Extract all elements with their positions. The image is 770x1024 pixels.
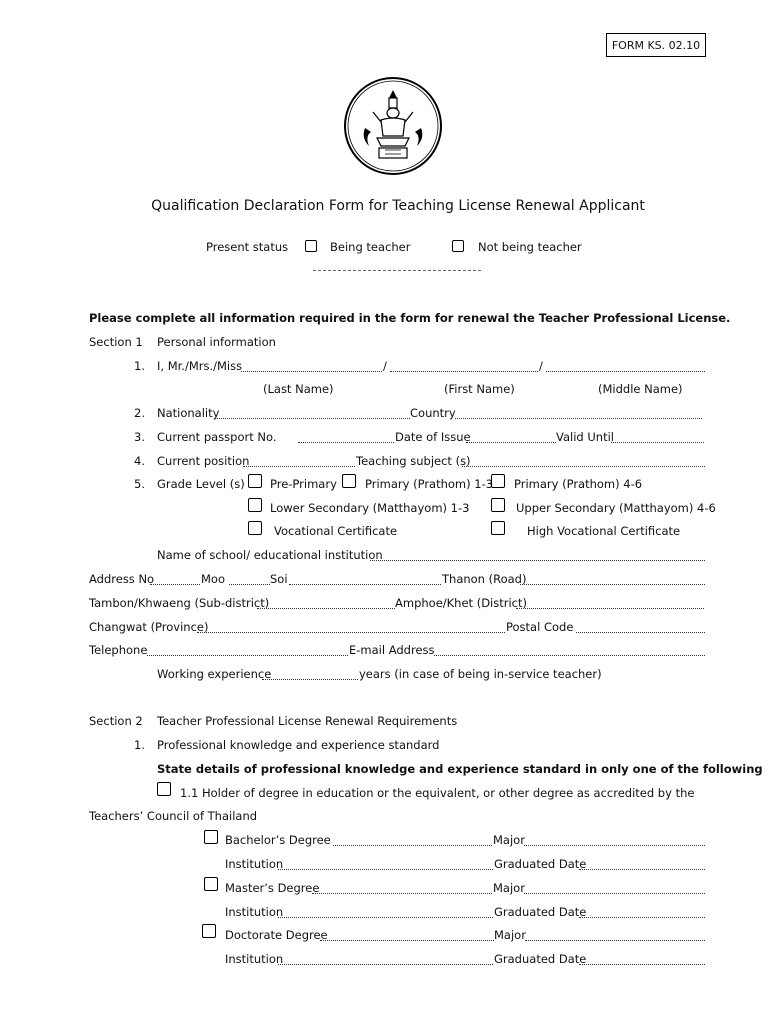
royal-seal-icon (343, 76, 443, 176)
state-details-text: State details of professional knowledge and experience standard in only one of the following (157, 762, 763, 776)
being-teacher-label: Being teacher (330, 240, 411, 254)
status-separator (313, 270, 481, 271)
holder-checkbox[interactable] (157, 782, 171, 796)
item2-number: 2. (134, 406, 145, 420)
upper-secondary-checkbox[interactable] (491, 498, 505, 512)
master-institution-field[interactable] (278, 917, 493, 918)
tambon-label: Tambon/Khwaeng (Sub-district) (89, 596, 270, 610)
middle-name-field[interactable] (546, 371, 705, 372)
primary-4-6-label: Primary (Prathom) 4-6 (514, 477, 643, 491)
postal-code-label: Postal Code (506, 620, 574, 634)
moo-field[interactable] (229, 584, 270, 585)
changwat-label: Changwat (Province) (89, 620, 209, 634)
nationality-field[interactable] (214, 418, 410, 419)
section1-label: Section 1 (89, 335, 143, 349)
section1-title: Personal information (157, 335, 276, 349)
country-field[interactable] (455, 418, 702, 419)
position-field[interactable] (243, 466, 355, 467)
name-separator-1: / (383, 359, 387, 373)
experience-label: Working experience (157, 667, 272, 681)
doctorate-major-label: Major (494, 928, 526, 942)
master-graduated-label: Graduated Date (494, 905, 587, 919)
first-name-caption: (First Name) (444, 382, 515, 396)
thanon-field[interactable] (520, 584, 705, 585)
master-major-field[interactable] (524, 893, 705, 894)
school-field[interactable] (370, 560, 705, 561)
item3-number: 3. (134, 430, 145, 444)
soi-label: Soi (270, 572, 288, 586)
section2-title: Teacher Professional License Renewal Requirements (157, 714, 458, 728)
bachelor-checkbox[interactable] (204, 830, 218, 844)
amphoe-field[interactable] (516, 608, 704, 609)
experience-field[interactable] (262, 679, 358, 680)
postal-code-field[interactable] (576, 632, 705, 633)
section2-item1-title: Professional knowledge and experience standard (157, 738, 440, 752)
passport-label: Current passport No. (157, 430, 277, 444)
name-label: I, Mr./Mrs./Miss (157, 359, 243, 373)
vocational-label: Vocational Certificate (274, 524, 398, 538)
bachelor-field[interactable] (333, 845, 492, 846)
date-issue-label: Date of Issue (395, 430, 471, 444)
doctorate-label: Doctorate Degree (225, 928, 328, 942)
master-checkbox[interactable] (204, 877, 218, 891)
position-label: Current position (157, 454, 250, 468)
holder-text-line2: Teachers’ Council of Thailand (89, 809, 258, 823)
primary-4-6-checkbox[interactable] (491, 474, 505, 488)
lower-secondary-label: Lower Secondary (Matthayom) 1-3 (270, 501, 470, 515)
bachelor-major-field[interactable] (524, 845, 705, 846)
primary-1-3-label: Primary (Prathom) 1-3 (365, 477, 494, 491)
email-field[interactable] (434, 655, 705, 656)
instruction-text: Please complete all information required in the form for renewal the Teacher Professional License. (89, 311, 731, 325)
master-field[interactable] (312, 893, 492, 894)
bachelor-institution-label: Institution (225, 857, 284, 871)
middle-name-caption: (Middle Name) (598, 382, 683, 396)
passport-field[interactable] (298, 442, 394, 443)
address-no-field[interactable] (150, 584, 200, 585)
bachelor-graduated-label: Graduated Date (494, 857, 587, 871)
form-number: FORM KS. 02.10 (611, 38, 701, 52)
status-label: Present status (206, 240, 289, 254)
upper-secondary-label: Upper Secondary (Matthayom) 4-6 (516, 501, 716, 515)
name-separator-2: / (539, 359, 543, 373)
item5-number: 5. (134, 477, 145, 491)
doctorate-institution-field[interactable] (278, 964, 493, 965)
master-major-label: Major (493, 881, 525, 895)
valid-until-label: Valid Until (556, 430, 614, 444)
subject-field[interactable] (462, 466, 705, 467)
changwat-field[interactable] (197, 632, 505, 633)
school-label: Name of school/ educational institution (157, 548, 383, 562)
doctorate-graduated-field[interactable] (579, 964, 705, 965)
bachelor-graduated-field[interactable] (579, 869, 705, 870)
bachelor-major-label: Major (493, 833, 525, 847)
section2-label: Section 2 (89, 714, 143, 728)
form-number-box (606, 33, 706, 57)
amphoe-label: Amphoe/Khet (District) (395, 596, 527, 610)
address-no-label: Address No (89, 572, 155, 586)
subject-label: Teaching subject (s) (356, 454, 471, 468)
doctorate-graduated-label: Graduated Date (494, 952, 587, 966)
bachelor-institution-field[interactable] (278, 869, 493, 870)
first-name-field[interactable] (390, 371, 538, 372)
email-label: E-mail Address (349, 643, 435, 657)
doctorate-major-field[interactable] (525, 940, 705, 941)
not-being-teacher-checkbox[interactable] (452, 240, 464, 252)
experience-suffix: years (in case of being in-service teacher) (359, 667, 602, 681)
country-label: Country (410, 406, 456, 420)
bachelor-label: Bachelor’s Degree (225, 833, 331, 847)
high-vocational-checkbox[interactable] (491, 521, 505, 535)
pre-primary-label: Pre-Primary (270, 477, 337, 491)
master-graduated-field[interactable] (579, 917, 705, 918)
date-issue-field[interactable] (466, 442, 556, 443)
valid-until-field[interactable] (611, 442, 704, 443)
pre-primary-checkbox[interactable] (248, 474, 262, 488)
master-institution-label: Institution (225, 905, 284, 919)
item1-number: 1. (134, 359, 145, 373)
lower-secondary-checkbox[interactable] (248, 498, 262, 512)
master-label: Master’s Degree (225, 881, 320, 895)
doctorate-field[interactable] (320, 940, 494, 941)
being-teacher-checkbox[interactable] (305, 240, 317, 252)
high-vocational-label: High Vocational Certificate (527, 524, 681, 538)
item4-number: 4. (134, 454, 145, 468)
not-being-teacher-label: Not being teacher (478, 240, 582, 254)
primary-1-3-checkbox[interactable] (342, 474, 356, 488)
doctorate-checkbox[interactable] (202, 924, 216, 938)
holder-text-line1: 1.1 Holder of degree in education or the equivalent, or other degree as accredited by the (180, 786, 695, 800)
telephone-label: Telephone (89, 643, 148, 657)
vocational-checkbox[interactable] (248, 521, 262, 535)
last-name-caption: (Last Name) (263, 382, 334, 396)
moo-label: Moo (201, 572, 225, 586)
grade-level-label: Grade Level (s) (157, 477, 245, 491)
thanon-label: Thanon (Road) (442, 572, 527, 586)
soi-field[interactable] (289, 584, 441, 585)
section2-item1-number: 1. (134, 738, 145, 752)
tambon-field[interactable] (257, 608, 395, 609)
form-title: Qualification Declaration Form for Teaching License Renewal Applicant (151, 198, 645, 214)
doctorate-institution-label: Institution (225, 952, 284, 966)
nationality-label: Nationality (157, 406, 220, 420)
telephone-field[interactable] (147, 655, 348, 656)
last-name-field[interactable] (241, 371, 382, 372)
